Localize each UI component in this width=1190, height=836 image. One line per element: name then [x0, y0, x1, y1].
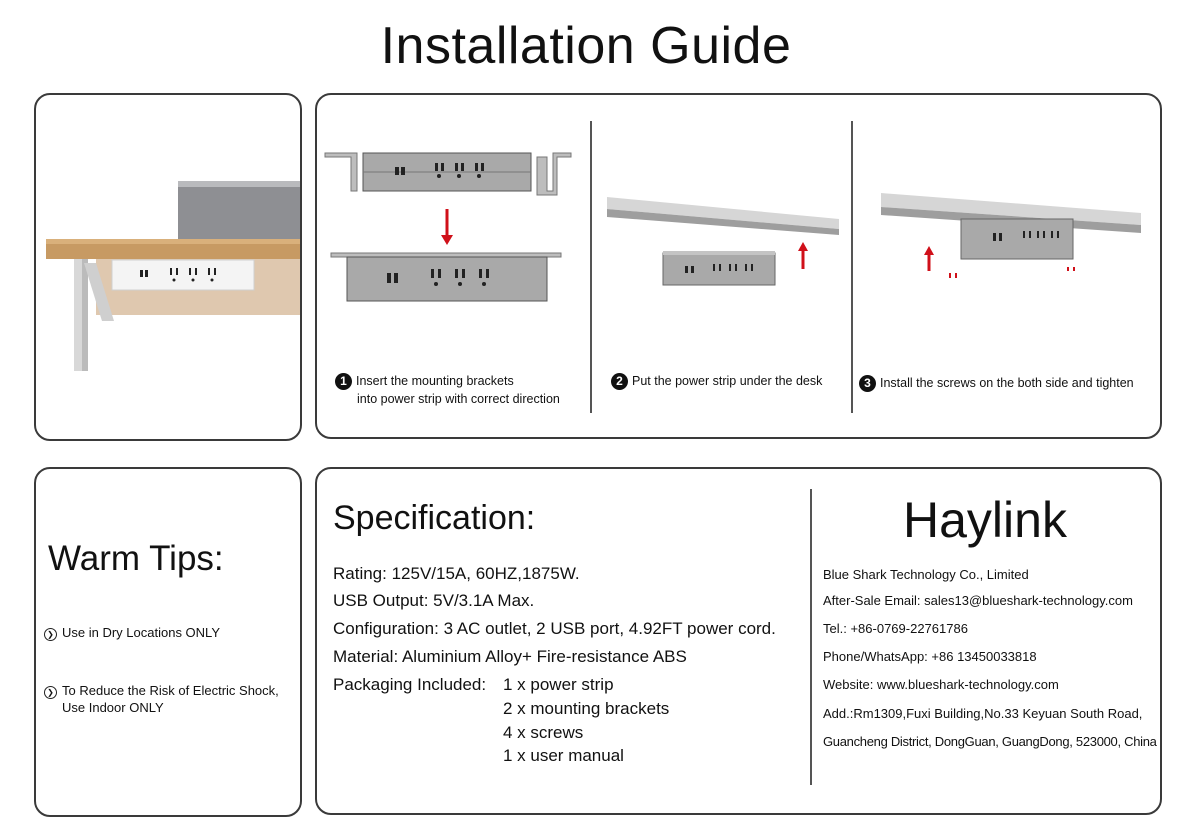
- specification-title: Specification:: [333, 499, 536, 537]
- step-1-text: [335, 372, 560, 408]
- step-2-illustration: [603, 191, 843, 301]
- packaging-item: 4 x screws: [503, 723, 584, 742]
- step-1-number-badge: 1: [335, 373, 352, 390]
- circle-chevron-right-icon: ❯: [44, 628, 57, 641]
- step-3-illustration: [879, 189, 1149, 289]
- spec-configuration: Configuration: 3 AC outlet, 2 USB port, 4.92FT power cord.: [333, 619, 776, 638]
- tip-1-text: Use in Dry Locations ONLY: [62, 625, 220, 640]
- company-name: Blue Shark Technology Co., Limited: [823, 567, 1029, 582]
- spec-usb-output: USB Output: 5V/3.1A Max.: [333, 591, 535, 610]
- step-1-line-1: Insert the mounting brackets: [356, 374, 514, 388]
- packaging-item: 1 x user manual: [503, 746, 624, 765]
- spec-divider: [810, 489, 812, 785]
- installation-steps-panel: [315, 93, 1162, 439]
- brand-logo-text: Haylink: [903, 492, 1067, 548]
- warm-tips-title: Warm Tips:: [48, 539, 224, 578]
- packaging-item: 2 x mounting brackets: [503, 699, 670, 718]
- tip-item: [44, 682, 279, 716]
- spec-material: Material: Aluminium Alloy+ Fire-resistance ABS: [333, 647, 687, 666]
- step-2-line-1: Put the power strip under the desk: [632, 374, 823, 388]
- spec-rating: Rating: 125V/15A, 60HZ,1875W.: [333, 564, 580, 583]
- step-2-text: [611, 372, 822, 390]
- step-divider: [851, 121, 853, 413]
- warm-tips-panel: [34, 467, 302, 817]
- company-website: Website: www.blueshark-technology.com: [823, 677, 1059, 692]
- tip-2-line-2: Use Indoor ONLY: [62, 700, 164, 715]
- packaging-item: 1 x power strip: [503, 675, 614, 694]
- tip-2-line-1: To Reduce the Risk of Electric Shock,: [62, 683, 279, 698]
- step-3-number-badge: 3: [859, 375, 876, 392]
- specification-panel: [315, 467, 1162, 815]
- desk-photo-illustration: [36, 95, 302, 441]
- tip-item: [44, 624, 220, 641]
- step-2-number-badge: 2: [611, 373, 628, 390]
- step-1-illustration: [321, 145, 583, 305]
- page-title: Installation Guide: [380, 17, 792, 75]
- step-3-line-1: Install the screws on the both side and tighten: [880, 376, 1134, 390]
- company-tel: Tel.: +86-0769-22761786: [823, 621, 968, 636]
- circle-chevron-right-icon: ❯: [44, 686, 57, 699]
- product-photo-panel: [34, 93, 302, 441]
- step-3-text: [859, 374, 1134, 392]
- company-email: After-Sale Email: sales13@blueshark-technology.com: [823, 593, 1133, 608]
- company-address-line-2: Guancheng District, DongGuan, GuangDong, 523000, China: [823, 734, 1157, 749]
- spec-packaging-label: Packaging Included:: [333, 675, 487, 694]
- step-divider: [590, 121, 592, 413]
- company-phone: Phone/WhatsApp: +86 13450033818: [823, 649, 1037, 664]
- step-1-line-2: into power strip with correct direction: [357, 392, 560, 407]
- company-address-line-1: Add.:Rm1309,Fuxi Building,No.33 Keyuan South Road,: [823, 706, 1143, 721]
